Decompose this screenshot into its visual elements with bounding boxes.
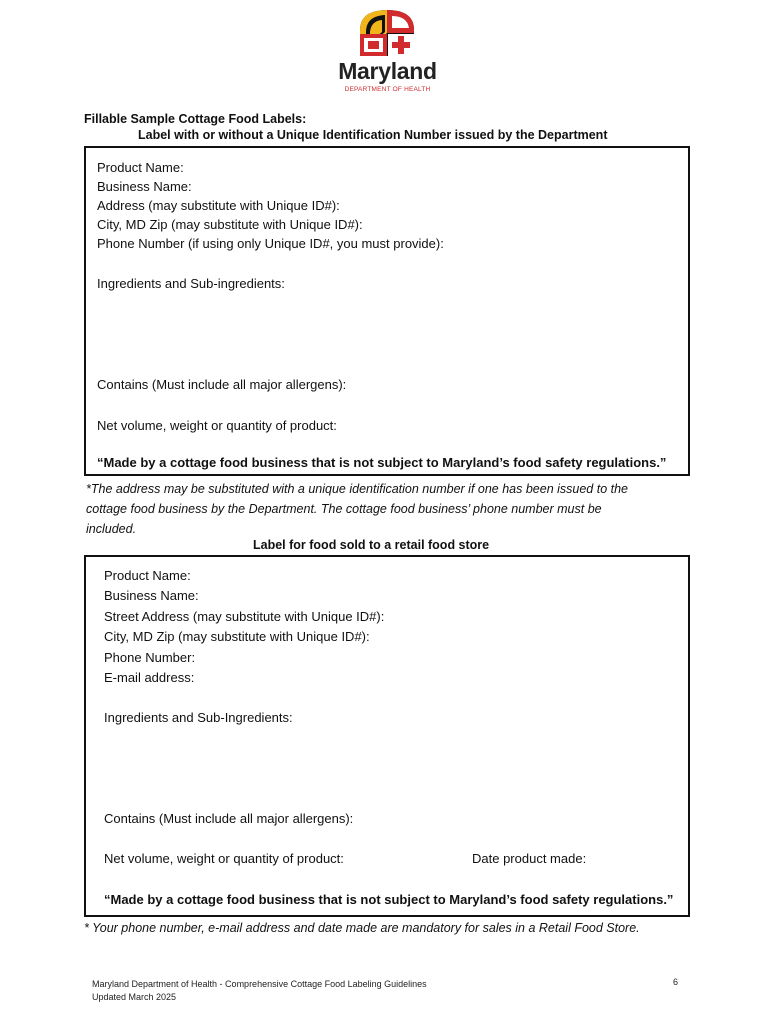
email-field: E-mail address: (104, 670, 195, 685)
note-line: included. (86, 522, 137, 536)
city-zip-field: City, MD Zip (may substitute with Unique ID#): (104, 629, 370, 644)
allergens-field: Contains (Must include all major allergens): (97, 377, 347, 392)
date-made-field: Date product made: (472, 851, 587, 866)
product-name-field: Product Name: (97, 160, 184, 175)
footer-updated: Updated March 2025 (92, 992, 177, 1002)
note-line: *The address may be substituted with a unique identification number if one has been issued to the (86, 482, 629, 496)
note-line: cottage food business by the Department. The cottage food business’ phone number must be (86, 502, 602, 516)
ingredients-field: Ingredients and Sub-Ingredients: (104, 710, 293, 725)
business-name-field: Business Name: (97, 179, 192, 194)
product-name-field: Product Name: (104, 568, 191, 583)
logo-subtitle: DEPARTMENT OF HEALTH (344, 86, 431, 93)
business-name-field: Business Name: (104, 588, 199, 603)
page-subtitle: Label with or without a Unique Identification Number issued by the Department (138, 128, 608, 142)
net-quantity-field: Net volume, weight or quantity of product: (97, 418, 337, 433)
address-substitution-note (86, 479, 726, 539)
maryland-flag-icon (352, 8, 422, 58)
allergens-field: Contains (Must include all major allergens): (104, 811, 354, 826)
maryland-health-logo (330, 6, 445, 92)
phone-number-field: Phone Number: (104, 650, 196, 665)
retail-mandatory-note: * Your phone number, e-mail address and date made are mandatory for sales in a Retail Food Store. (84, 921, 640, 935)
page-title: Fillable Sample Cottage Food Labels: (84, 112, 307, 126)
ingredients-field: Ingredients and Sub-ingredients: (97, 276, 285, 291)
page-number: 6 (673, 977, 679, 987)
cottage-food-statement: “Made by a cottage food business that is not subject to Maryland’s food safety regulations.” (104, 892, 674, 907)
footer (92, 978, 427, 1004)
logo-name: Maryland (338, 58, 437, 84)
city-zip-field: City, MD Zip (may substitute with Unique ID#): (97, 217, 363, 232)
net-quantity-field: Net volume, weight or quantity of product: (104, 851, 344, 866)
phone-number-field: Phone Number (if using only Unique ID#, you must provide): (97, 236, 444, 251)
footer-title: Maryland Department of Health - Comprehensive Cottage Food Labeling Guidelines (92, 979, 427, 989)
retail-label-box (84, 555, 690, 917)
retail-label-heading: Label for food sold to a retail food store (253, 538, 490, 552)
address-field: Address (may substitute with Unique ID#): (97, 198, 340, 213)
cottage-food-statement: “Made by a cottage food business that is not subject to Maryland’s food safety regulations.” (97, 455, 667, 470)
street-address-field: Street Address (may substitute with Unique ID#): (104, 609, 385, 624)
sample-label-box (84, 146, 690, 476)
